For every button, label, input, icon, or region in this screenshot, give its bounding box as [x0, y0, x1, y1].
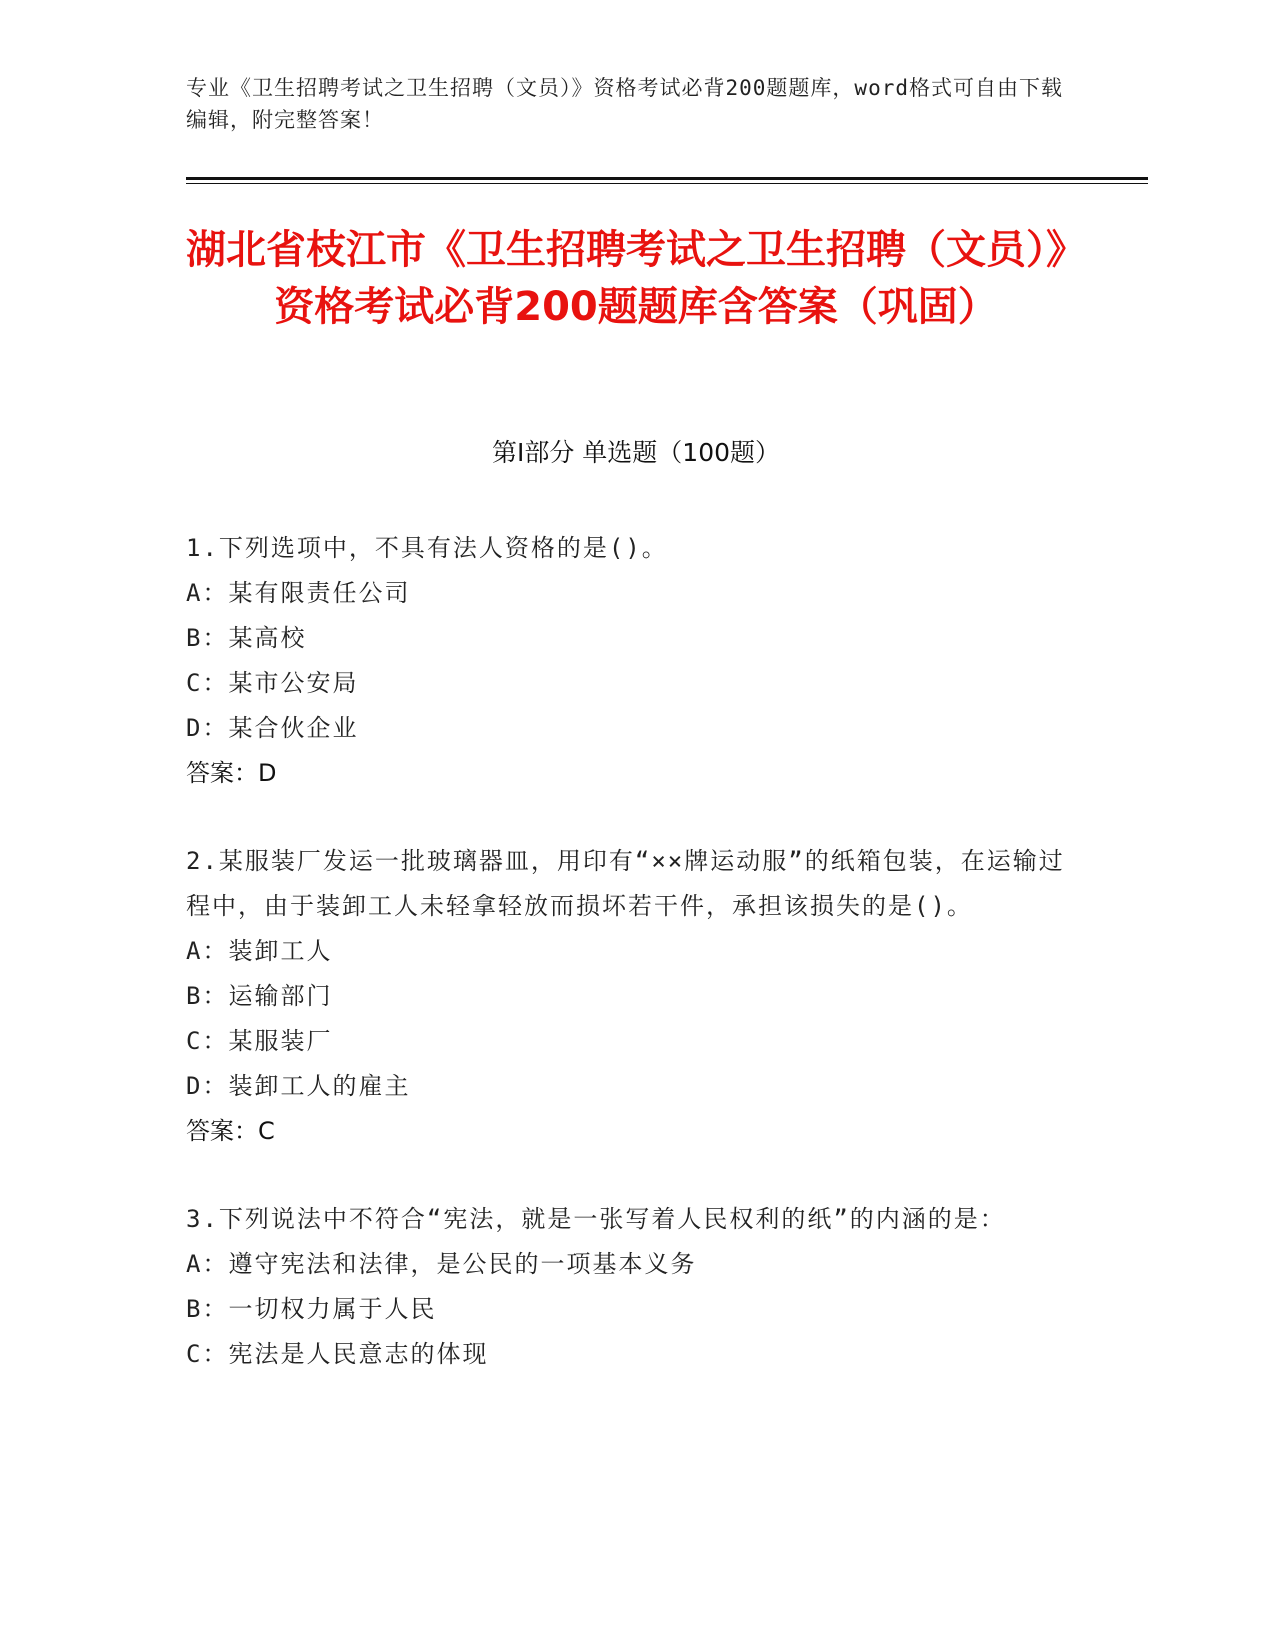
option-b: B：一切权力属于人民	[186, 1295, 437, 1323]
question-2	[186, 839, 1066, 1154]
question-3	[186, 1197, 1066, 1377]
question-stem: 3.下列说法中不符合“宪法，就是一张写着人民权利的纸”的内涵的是：	[186, 1205, 1006, 1233]
option-c: C：某市公安局	[186, 669, 359, 697]
option-a: A：遵守宪法和法律，是公民的一项基本义务	[186, 1250, 697, 1278]
header-divider-thick	[186, 177, 1148, 180]
option-b: B：运输部门	[186, 982, 333, 1010]
option-d: D：装卸工人的雇主	[186, 1072, 411, 1100]
header-divider-thin	[186, 183, 1148, 184]
question-stem: 2.某服装厂发运一批玻璃器皿，用印有“××牌运动服”的纸箱包装，在运输过程中，由于装卸工人未轻拿轻放而损坏若干件，承担该损失的是()。	[186, 847, 1065, 920]
question-list	[186, 526, 1066, 1420]
header-note: 专业《卫生招聘考试之卫生招聘（文员）》资格考试必背200题题库，word格式可自由下载编辑，附完整答案！	[186, 76, 1063, 132]
option-c: C：某服装厂	[186, 1027, 333, 1055]
answer-line: 答案：D	[186, 759, 277, 787]
question-1	[186, 526, 1066, 796]
answer-line: 答案：C	[186, 1117, 275, 1145]
option-a: A：某有限责任公司	[186, 579, 411, 607]
question-stem: 1.下列选项中，不具有法人资格的是()。	[186, 534, 668, 562]
document-title: 湖北省枝江市《卫生招聘考试之卫生招聘（文员）》资格考试必背200题题库含答案（巩固）	[186, 227, 1086, 330]
option-a: A：装卸工人	[186, 937, 333, 965]
option-b: B：某高校	[186, 624, 307, 652]
option-d: D：某合伙企业	[186, 714, 359, 742]
option-c: C：宪法是人民意志的体现	[186, 1340, 489, 1368]
section-title: 第I部分 单选题（100题）	[491, 438, 781, 467]
